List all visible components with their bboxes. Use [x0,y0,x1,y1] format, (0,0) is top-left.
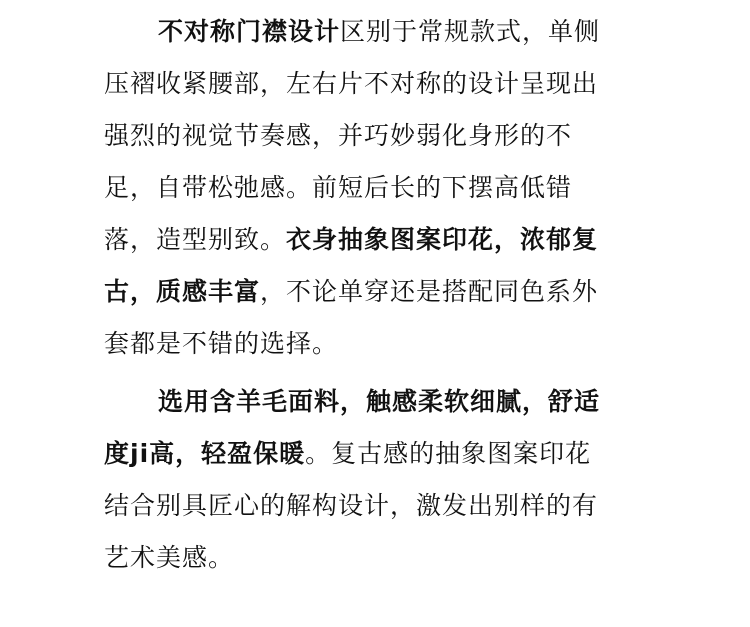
text-line [104,162,664,214]
text-line [104,6,664,58]
text-run-bold: 衣身抽象图案印花，浓郁复 [286,225,599,254]
text-run-bold: 不对称门襟设计 [158,17,341,46]
text-line [104,532,664,584]
text-run: ，不论单穿还是搭配同色系外 [260,277,599,306]
text-line [104,110,664,162]
text-run: 区别于常规款式，单侧 [340,17,601,46]
text-run-bold: 度ji高，轻盈保暖 [104,439,306,468]
text-run: 。复古感的抽象图案印花 [305,439,592,468]
text-line [104,376,664,428]
text-line [104,266,664,318]
text-line [104,318,664,370]
text-line [104,480,664,532]
text-run-bold: 选用含羊毛面料，触感柔软细腻，舒适 [158,387,601,416]
text-run: 压褶收紧腰部，左右片不对称的设计呈现出 [104,69,599,98]
text-run: 艺术美感。 [104,543,235,572]
paragraph-2 [104,376,664,584]
text-line [104,428,664,480]
text-run: 落，造型别致。 [104,225,287,254]
text-run: 套都是不错的选择。 [104,329,339,358]
text-run: 结合别具匠心的解构设计，激发出别样的有 [104,491,599,520]
paragraph-1 [104,6,664,370]
text-run: 强烈的视觉节奏感，并巧妙弱化身形的不 [104,121,573,150]
text-run: 足，自带松弛感。前短后长的下摆高低错 [104,173,573,202]
text-run-bold: 古，质感丰富 [104,277,261,306]
text-line [104,214,664,266]
text-line [104,58,664,110]
product-description [104,6,664,584]
